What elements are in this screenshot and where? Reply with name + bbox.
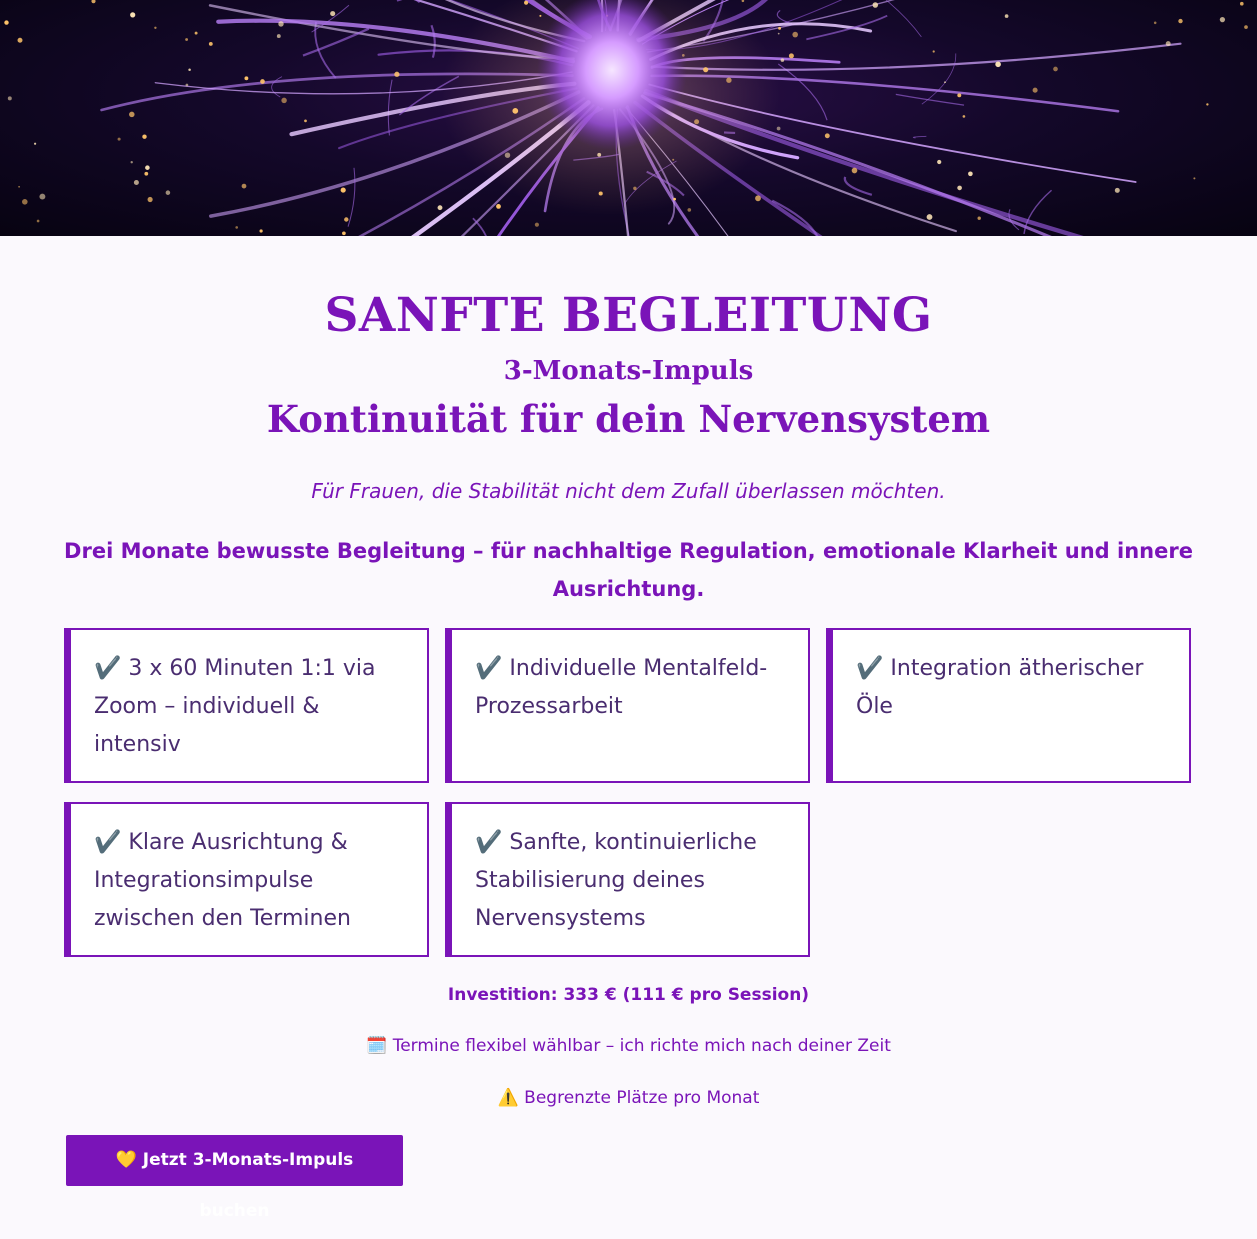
dendrite-branch xyxy=(778,64,827,120)
book-button[interactable]: 💛 Jetzt 3-Monats-Impuls buchen xyxy=(66,1135,403,1186)
sparkle xyxy=(195,32,198,35)
lead-text: Drei Monate bewusste Begleitung – für nachhaltige Regulation, emotionale Klarheit und innere Ausrichtung. xyxy=(64,539,1193,601)
offer-tagline: Kontinuität für dein Nervensystem xyxy=(266,397,991,441)
sparkle xyxy=(154,27,156,29)
checkmark-icon: ✔️ xyxy=(856,656,884,681)
sparkle xyxy=(957,93,961,97)
dendrite-branch xyxy=(845,177,872,195)
dendrite-branch xyxy=(303,29,369,56)
sparkle xyxy=(1154,22,1157,25)
sparkle xyxy=(8,96,12,100)
sparkle xyxy=(933,50,935,52)
sparkle xyxy=(1033,88,1038,93)
sparkle xyxy=(777,127,781,131)
feature-card xyxy=(64,802,429,957)
sparkle xyxy=(235,226,238,229)
sparkle xyxy=(535,223,539,227)
sparkle xyxy=(968,171,973,176)
hero-banner xyxy=(0,0,1257,236)
sparkle xyxy=(342,231,346,235)
sparkle xyxy=(34,143,36,145)
offer-section xyxy=(0,236,1257,1239)
sparkle xyxy=(277,34,281,38)
sparkle xyxy=(687,208,691,212)
sparkle xyxy=(1053,67,1058,72)
sparkle xyxy=(148,197,153,202)
sparkle xyxy=(186,84,189,87)
sparkle xyxy=(131,161,133,163)
sparkle xyxy=(496,204,501,209)
sparkle xyxy=(1244,25,1248,29)
sparkle xyxy=(927,214,933,220)
sparkle xyxy=(1115,188,1120,193)
sparkle xyxy=(778,33,780,35)
sparkle xyxy=(91,0,95,3)
price-text: Investition: 333 € (111 € pro Session) xyxy=(447,985,810,1005)
sparkle xyxy=(144,172,148,176)
sparkle xyxy=(242,184,247,189)
dendrite-branch xyxy=(348,168,355,227)
sparkle xyxy=(963,115,966,118)
scheduling-note: 🗓️ Termine flexibel wählbar – ich richte mich nach deiner Zeit xyxy=(366,1036,891,1056)
offer-subtitle: 3-Monats-Impuls xyxy=(503,356,754,386)
feature-text: 3 x 60 Minuten 1:1 via Zoom – individuell & intensiv xyxy=(94,656,376,757)
audience-text: Für Frauen, die Stabilität nicht dem Zufall überlassen möchten. xyxy=(311,479,946,503)
sparkle xyxy=(129,112,135,118)
sparkle xyxy=(209,42,213,46)
dendrite-branch xyxy=(922,53,956,104)
sparkle xyxy=(778,27,781,30)
page-title: SANFTE BEGLEITUNG xyxy=(324,288,933,343)
sparkle xyxy=(742,0,745,2)
sparkle xyxy=(142,134,146,138)
feature-text: Integration ätherischer Öle xyxy=(856,656,1144,719)
sparkle xyxy=(978,217,981,220)
neuron-illustration xyxy=(0,0,1257,236)
sparkle xyxy=(1166,41,1171,46)
dendrite-branch xyxy=(913,136,926,138)
sparkle xyxy=(4,20,8,24)
checkmark-icon: ✔️ xyxy=(475,656,503,681)
checkmark-icon: ✔️ xyxy=(94,830,122,855)
feature-card xyxy=(826,628,1191,783)
checkmark-icon: ✔️ xyxy=(475,830,503,855)
dendrite-branch xyxy=(388,80,392,136)
feature-text: Klare Ausrichtung & Integrationsimpulse zwischen den Terminen xyxy=(94,830,351,931)
feature-text: Sanfte, kontinuierliche Stabilisierung deines Nervensystems xyxy=(475,830,757,931)
sparkle xyxy=(792,32,798,38)
sparkle xyxy=(852,168,858,174)
sparkle xyxy=(944,81,946,83)
sparkle xyxy=(995,62,1001,68)
sparkle xyxy=(39,194,45,200)
sparkle xyxy=(188,69,191,72)
dendrite-branch xyxy=(777,10,792,23)
sparkle xyxy=(781,58,785,62)
sparkle xyxy=(185,38,188,41)
feature-card xyxy=(445,628,810,783)
sparkle xyxy=(957,186,962,191)
dendrite-branch xyxy=(896,94,964,105)
sparkle xyxy=(1005,14,1009,18)
sparkle xyxy=(304,120,307,123)
sparkle xyxy=(118,138,121,141)
dendrite-branch xyxy=(343,0,419,2)
feature-text: Individuelle Mentalfeld-Prozessarbeit xyxy=(475,656,768,719)
sparkle xyxy=(166,190,171,195)
dendrite-branch xyxy=(272,77,282,97)
sparkle xyxy=(330,11,335,16)
sparkle xyxy=(244,76,248,80)
sparkle xyxy=(873,2,879,8)
dendrite-branch xyxy=(431,25,434,57)
sparkle xyxy=(1193,177,1195,179)
sparkle xyxy=(18,186,20,188)
sparkle xyxy=(394,72,399,77)
sparkle xyxy=(259,229,262,232)
sparkle xyxy=(341,188,346,193)
sparkle xyxy=(37,220,40,223)
sparkle xyxy=(145,165,150,170)
sparkle xyxy=(260,79,265,84)
sparkle xyxy=(130,12,135,17)
dendrite-branch xyxy=(877,0,921,37)
feature-card xyxy=(445,802,810,957)
sparkle xyxy=(1178,19,1182,23)
sparkle xyxy=(344,217,348,221)
sparkle xyxy=(22,199,28,205)
sparkle xyxy=(789,53,794,58)
sparkle xyxy=(1220,17,1225,22)
limited-spots-note: ⚠️ Begrenzte Plätze pro Monat xyxy=(497,1088,760,1108)
sparkle xyxy=(281,98,286,103)
sparkle xyxy=(278,21,283,26)
sparkle xyxy=(134,180,139,185)
sparkle xyxy=(1240,2,1244,6)
checkmark-icon: ✔️ xyxy=(94,656,122,681)
dendrite-branch xyxy=(397,0,486,1)
sparkle xyxy=(438,205,443,210)
sparkle xyxy=(18,38,23,43)
sparkle xyxy=(937,160,941,164)
sparkle xyxy=(825,133,830,138)
sparkle xyxy=(1206,103,1208,105)
feature-card xyxy=(64,628,429,783)
dendrite-branch xyxy=(473,218,490,236)
sparkle xyxy=(755,195,761,201)
